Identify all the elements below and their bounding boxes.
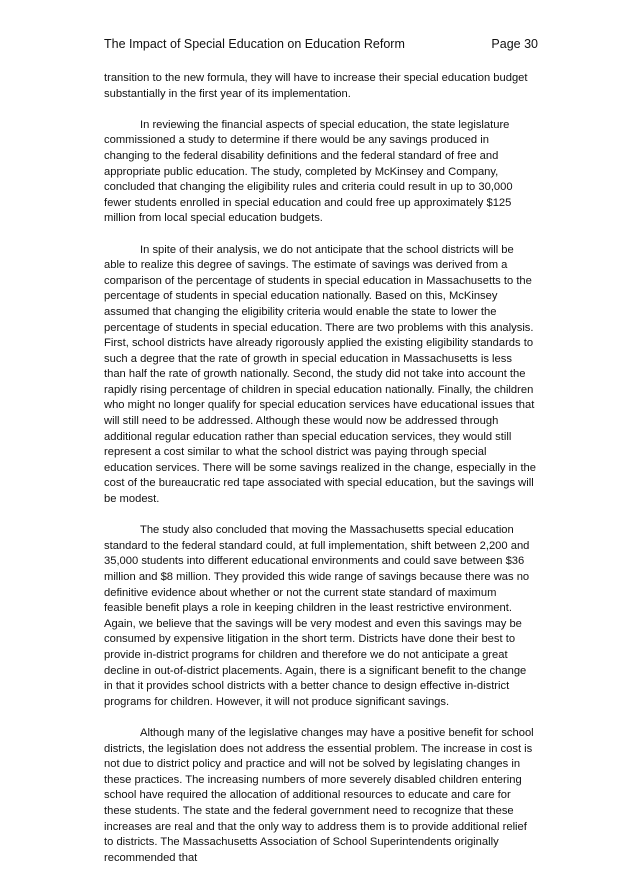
header-title: The Impact of Special Education on Education Reform — [104, 37, 405, 51]
page-number: Page 30 — [491, 37, 538, 51]
paragraph-essential-problem: Although many of the legislative changes may have a positive benefit for school districts, the legislation does not address the essential problem. The increase in cost is not due to district policy and practice and will not be solved by legislating changes in these practices. The increasing numbers of more severely disabled children entering school have required the allocation of additional resources to educate and care for these students. The state and the federal government need to recognize that these increases are real and that the only way to address them is to provide additional relief to districts. The Massachusetts Association of School Superintendents originally recommended that — [104, 726, 534, 864]
paragraph-continuation: transition to the new formula, they will have to increase their special education budget substantially in the first year of its implementation. — [104, 72, 528, 100]
paragraph-savings-analysis: In spite of their analysis, we do not anticipate that the school districts will be able to realize this degree of savings. The estimate of savings was derived from a comparison of the percentage of students in special education in Massachusetts to the percentage of students in special education nationally. Based on this, McKinsey assumed that changing the eligibility criteria would enable the state to lower the percentage of students in special education. There are two problems with this analysis. First, school districts have already rigorously applied the existing eligibility standards to such a degree that the rate of growth in special education in Massachusetts is less than half the rate of growth nationally. Second, the study did not take into account the rapidly rising percentage of children in special education nationally. Finally, the children who might no longer qualify for special education services have educational issues that will still need to be addressed. Although these would now be addressed through additional regular education rather than special education services, they would still represent a cost similar to what the school district was paying through special education services. There will be some savings realized in the change, especially in the cost of the bureaucratic red tape associated with special education, but the savings will be modest. — [104, 243, 536, 506]
paragraph-legislature-study: In reviewing the financial aspects of special education, the state legislature commissioned a study to determine if there would be any savings produced in changing to the federal disability definitions and the federal standard of free and appropriate public education. The study, completed by McKinsey and Company, concluded that changing the eligibility rules and criteria could result in up to 30,000 fewer students enrolled in special education and could free up approximately $125 million from local special education budgets. — [104, 118, 513, 225]
body-text — [104, 71, 536, 882]
paragraph-federal-standard: The study also concluded that moving the Massachusetts special education standard to the federal standard could, at full implementation, shift between 2,200 and 35,000 students into different educational environments and could save between $36 million and $8 million. They provided this wide range of savings because there was no definitive evidence about whether or not the current state standard of maximum feasible benefit plays a role in keeping children in the least restrictive environment. Again, we believe that the savings will be very modest and even this savings may be consumed by expensive litigation in the short term. Districts have done their best to provide in-district programs for children and therefore we do not anticipate a great decline in out-of-district placements. Again, there is a significant benefit to the change in that it provides school districts with a better chance to design effective in-district programs for children. However, it will not produce significant savings. — [104, 524, 530, 708]
running-header — [104, 36, 538, 52]
